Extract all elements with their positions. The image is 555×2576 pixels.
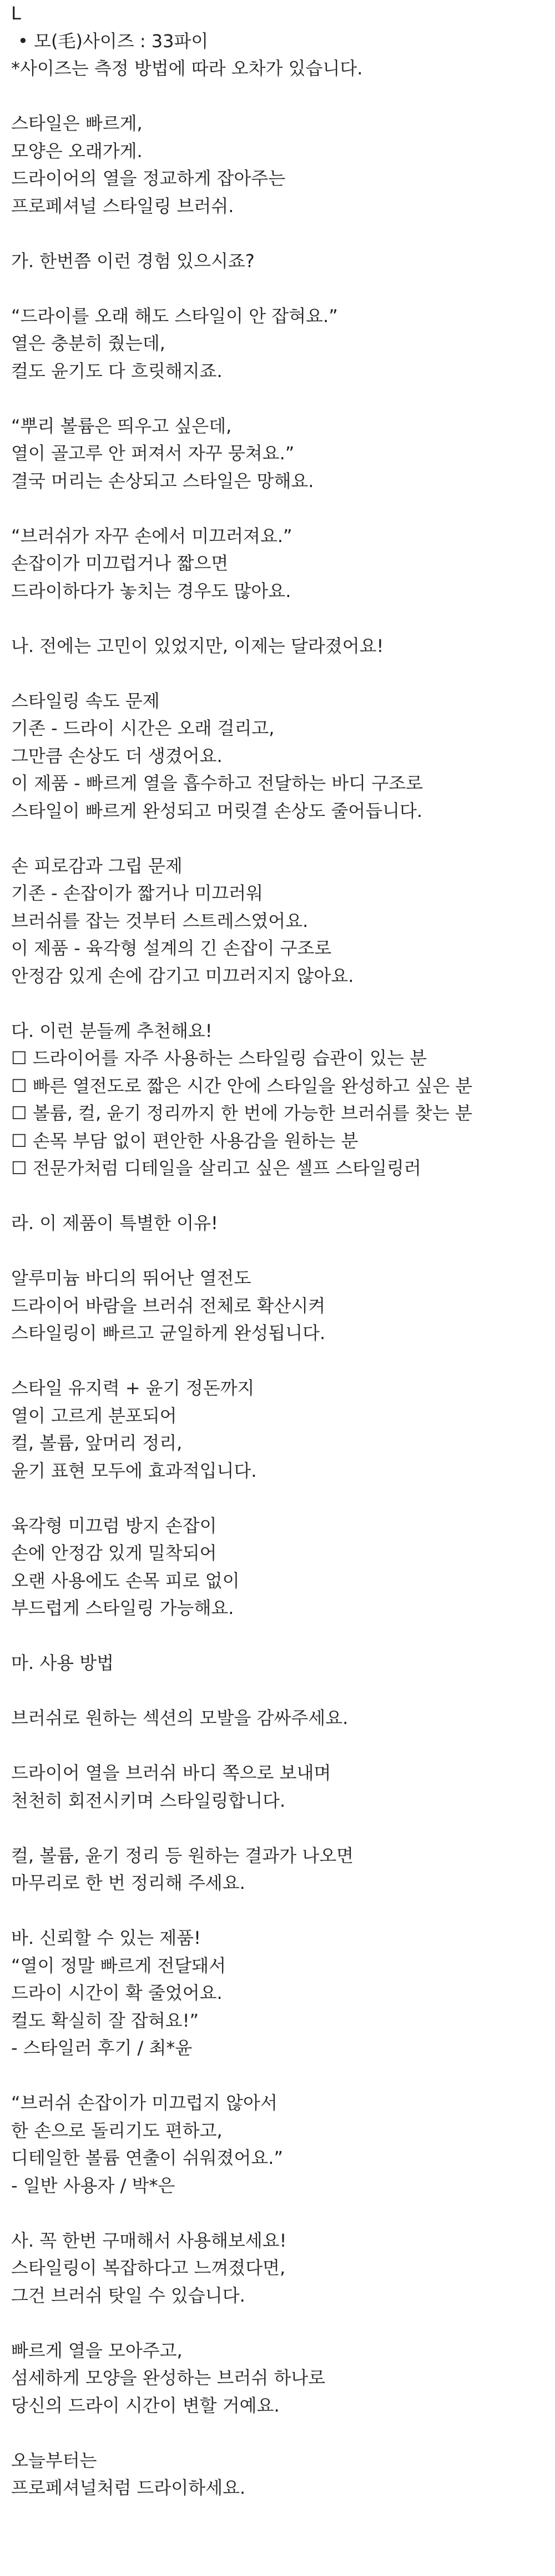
intro-line: 프로페셔널 스타일링 브러쉬. xyxy=(11,195,234,217)
complaint-2 xyxy=(11,413,544,495)
blank-line xyxy=(11,1347,544,1375)
closing-1-line: 섬세하게 모양을 완성하는 브러쉬 하나로 xyxy=(11,2367,326,2388)
section-da-recommend-line: ☐ 손목 부담 없이 편안한 사용감을 원하는 분 xyxy=(11,1130,359,1151)
problem-grip xyxy=(11,853,544,990)
reason-1-line: 알루미늄 바디의 뛰어난 열전도 xyxy=(11,1267,251,1289)
review-1-line: 드라이 시간이 확 줄었어요. xyxy=(11,1982,223,2003)
blank-line xyxy=(11,83,544,111)
closing-2 xyxy=(11,2447,544,2502)
usage-1 xyxy=(11,1705,544,1732)
blank-line xyxy=(11,990,544,1018)
reason-3 xyxy=(11,1512,544,1622)
blank-line xyxy=(11,2199,544,2227)
section-sa-cta-line: 스타일링이 복잡하다고 느껴졌다면, xyxy=(11,2257,286,2278)
section-da-recommend-line: ☐ 볼륨, 컬, 윤기 정리까지 한 번에 가능한 브러쉬를 찾는 분 xyxy=(11,1102,472,1124)
usage-3-line: 컬, 볼륨, 윤기 정리 등 원하는 결과가 나오면 xyxy=(11,1845,354,1866)
blank-line xyxy=(11,1897,544,1925)
problem-speed xyxy=(11,688,544,825)
reason-3-line: 육각형 미끄럼 방지 손잡이 xyxy=(11,1515,217,1536)
complaint-1 xyxy=(11,303,544,385)
reason-2-line: 컬, 볼륨, 앞머리 정리, xyxy=(11,1432,183,1454)
section-ma-heading-line: 마. 사용 방법 xyxy=(11,1652,114,1673)
problem-grip-line: 기존 - 손잡이가 짧거나 미끄러워 xyxy=(11,883,264,904)
reason-1-line: 드라이어 바람을 브러쉬 전체로 확산시켜 xyxy=(11,1295,326,1316)
blank-line xyxy=(11,1732,544,1760)
reason-3-line: 부드럽게 스타일링 가능해요. xyxy=(11,1597,234,1618)
blank-line xyxy=(11,2062,544,2090)
problem-grip-line: 손 피로감과 그립 문제 xyxy=(11,855,183,876)
closing-1-line: 빠르게 열을 모아주고, xyxy=(11,2339,183,2361)
usage-3-line: 마무리로 한 번 정리해 주세요. xyxy=(11,1872,245,1893)
size-header-line: L xyxy=(11,3,21,24)
usage-1-line: 브러쉬로 원하는 섹션의 모발을 감싸주세요. xyxy=(11,1707,349,1728)
problem-speed-line: 스타일링 속도 문제 xyxy=(11,690,160,711)
closing-1 xyxy=(11,2337,544,2420)
complaint-2-line: 열이 골고루 안 퍼져서 자꾸 뭉쳐요.” xyxy=(11,443,295,464)
review-1-line: - 스타일러 후기 / 최*윤 xyxy=(11,2037,193,2058)
usage-2-line: 드라이어 열을 브러쉬 바디 쪽으로 보내며 xyxy=(11,1762,331,1783)
section-da-recommend-line: ☐ 드라이어를 자주 사용하는 스타일링 습관이 있는 분 xyxy=(11,1048,427,1069)
problem-grip-line: 안정감 있게 손에 감기고 미끄러지지 않아요. xyxy=(11,965,354,986)
complaint-2-line: 결국 머리는 손상되고 스타일은 망해요. xyxy=(11,470,314,492)
blank-line xyxy=(11,660,544,688)
complaint-3 xyxy=(11,523,544,605)
review-1-line: 바. 신뢰할 수 있는 제품! xyxy=(11,1927,201,1948)
section-ra-heading-line: 라. 이 제품이 특별한 이유! xyxy=(11,1212,218,1234)
review-2 xyxy=(11,2089,544,2199)
problem-grip-line: 브러쉬를 잡는 것부터 스트레스였어요. xyxy=(11,910,309,931)
section-sa-cta xyxy=(11,2227,544,2310)
complaint-1-line: “드라이를 오래 해도 스타일이 안 잡혀요.” xyxy=(11,305,338,327)
usage-2-line: 천천히 회전시키며 스타일링합니다. xyxy=(11,1790,286,1811)
review-1-line: “열이 정말 빠르게 전달돼서 xyxy=(11,1954,226,1976)
review-2-line: 한 손으로 돌리기도 편하고, xyxy=(11,2119,223,2141)
problem-speed-line: 이 제품 - 빠르게 열을 흡수하고 전달하는 바디 구조로 xyxy=(11,773,423,794)
complaint-3-line: 드라이하다가 놓치는 경우도 많아요. xyxy=(11,580,291,602)
closing-2-line: 오늘부터는 xyxy=(11,2449,97,2471)
size-header xyxy=(11,0,544,83)
size-header-line: • 모(毛)사이즈 : 33파이 xyxy=(18,30,209,52)
review-2-line: 디테일한 볼륨 연출이 쉬워졌어요.” xyxy=(11,2147,284,2168)
blank-line xyxy=(11,275,544,303)
reason-1 xyxy=(11,1265,544,1347)
reason-3-line: 오랜 사용에도 손목 피로 없이 xyxy=(11,1570,240,1591)
section-da-recommend-line: ☐ 빠른 열전도로 짧은 시간 안에 스타일을 완성하고 싶은 분 xyxy=(11,1075,473,1096)
section-da-recommend-line: 다. 이런 분들께 추천해요! xyxy=(11,1020,213,1041)
section-ma-heading xyxy=(11,1650,544,1677)
blank-line xyxy=(11,1485,544,1512)
section-da-recommend-line: ☐ 전문가처럼 디테일을 살리고 싶은 셀프 스타일링러 xyxy=(11,1157,421,1179)
blank-line xyxy=(11,2309,544,2337)
blank-line xyxy=(11,220,544,248)
reason-2-line: 윤기 표현 모두에 효과적입니다. xyxy=(11,1460,257,1481)
blank-line xyxy=(11,1237,544,1265)
usage-2 xyxy=(11,1760,544,1815)
review-2-line: - 일반 사용자 / 박*은 xyxy=(11,2174,175,2196)
blank-line xyxy=(11,605,544,633)
blank-line xyxy=(11,1182,544,1210)
reason-2 xyxy=(11,1375,544,1485)
section-ga-heading xyxy=(11,248,544,275)
section-na-heading xyxy=(11,633,544,660)
blank-line xyxy=(11,1815,544,1842)
usage-3 xyxy=(11,1842,544,1897)
problem-speed-line: 스타일이 빠르게 완성되고 머릿결 손상도 줄어듭니다. xyxy=(11,800,423,821)
section-da-recommend xyxy=(11,1018,544,1182)
complaint-1-line: 컬도 윤기도 다 흐릿해지죠. xyxy=(11,360,223,382)
review-2-line: “브러쉬 손잡이가 미끄럽지 않아서 xyxy=(11,2092,278,2113)
reason-3-line: 손에 안정감 있게 밀착되어 xyxy=(11,1542,217,1563)
complaint-1-line: 열은 충분히 줬는데, xyxy=(11,333,165,354)
size-header-line: *사이즈는 측정 방법에 따라 오차가 있습니다. xyxy=(11,58,363,79)
reason-2-line: 열이 고르게 분포되어 xyxy=(11,1405,177,1426)
blank-line xyxy=(11,2419,544,2447)
intro-line: 드라이어의 열을 정교하게 잡아주는 xyxy=(11,168,286,189)
section-sa-cta-line: 사. 꼭 한번 구매해서 사용해보세요! xyxy=(11,2229,287,2251)
review-1-line: 컬도 확실히 잘 잡혀요!” xyxy=(11,2009,199,2031)
problem-speed-line: 기존 - 드라이 시간은 오래 걸리고, xyxy=(11,718,275,739)
closing-1-line: 당신의 드라이 시간이 변할 거예요. xyxy=(11,2394,280,2416)
blank-line xyxy=(11,385,544,413)
intro-line: 모양은 오래가게. xyxy=(11,140,143,162)
section-sa-cta-line: 그건 브러쉬 탓일 수 있습니다. xyxy=(11,2284,245,2306)
problem-speed-line: 그만큼 손상도 더 생겼어요. xyxy=(11,745,223,766)
intro xyxy=(11,110,544,220)
reason-2-line: 스타일 유지력 + 윤기 정돈까지 xyxy=(11,1377,255,1399)
blank-line xyxy=(11,825,544,853)
section-ga-heading-line: 가. 한번쯤 이런 경험 있으시죠? xyxy=(11,250,255,272)
product-description xyxy=(11,0,544,2502)
review-1 xyxy=(11,1925,544,2062)
blank-line xyxy=(11,1622,544,1650)
blank-line xyxy=(11,495,544,523)
closing-2-line: 프로페셔널처럼 드라이하세요. xyxy=(11,2477,246,2498)
complaint-2-line: “뿌리 볼륨은 띄우고 싶은데, xyxy=(11,415,232,437)
complaint-3-line: 손잡이가 미끄럽거나 짧으면 xyxy=(11,553,229,574)
complaint-3-line: “브러쉬가 자꾸 손에서 미끄러져요.” xyxy=(11,525,292,547)
blank-line xyxy=(11,1677,544,1705)
problem-grip-line: 이 제품 - 육각형 설계의 긴 손잡이 구조로 xyxy=(11,938,332,959)
section-ra-heading xyxy=(11,1210,544,1237)
section-na-heading-line: 나. 전에는 고민이 있었지만, 이제는 달라졌어요! xyxy=(11,635,384,656)
intro-line: 스타일은 빠르게, xyxy=(11,113,143,134)
reason-1-line: 스타일링이 빠르고 균일하게 완성됩니다. xyxy=(11,1322,326,1344)
